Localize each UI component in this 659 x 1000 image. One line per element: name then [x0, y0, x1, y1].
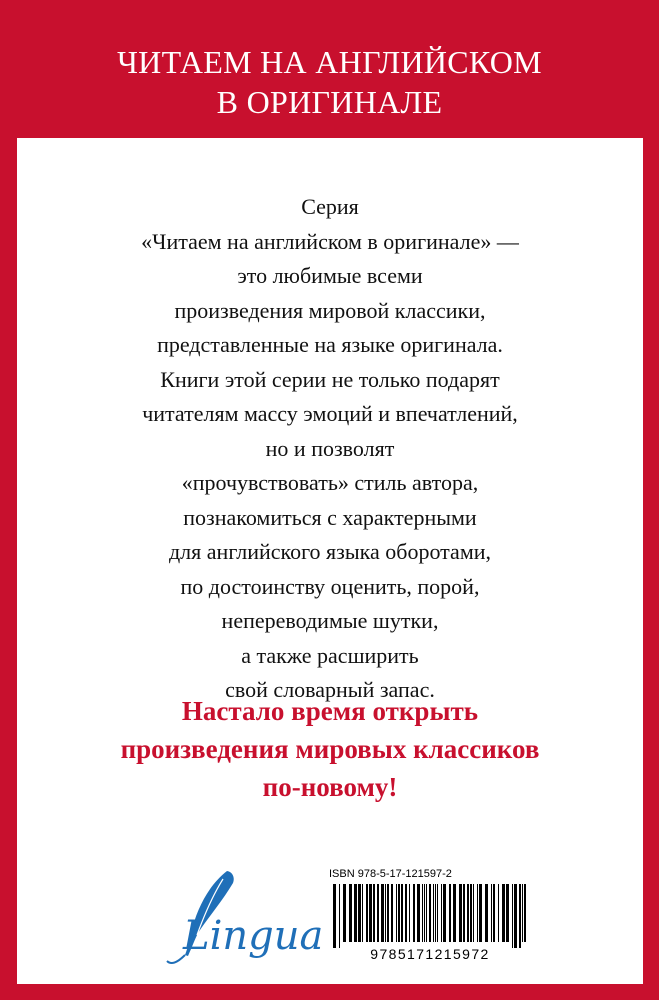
publisher-logo [157, 863, 324, 973]
description-line: познакомиться с характерными [183, 504, 477, 530]
barcode-bar [522, 884, 523, 942]
barcode-bar [366, 884, 368, 942]
barcode-bar [498, 884, 499, 942]
barcode-bar [354, 884, 357, 942]
barcode-bar [524, 884, 526, 942]
barcode [327, 882, 533, 972]
description-line: свой словарный запас. [225, 677, 435, 702]
slogan-line: Настало время открыть [181, 696, 479, 726]
barcode-bar [429, 884, 431, 942]
description-line: непереводимые шутки, [221, 608, 439, 633]
barcode-bar [479, 884, 482, 942]
barcode-bar [339, 884, 340, 948]
barcode-bar [401, 884, 403, 942]
barcode-bars [327, 882, 533, 948]
description-line: Серия [301, 194, 359, 219]
barcode-bar [362, 884, 363, 942]
barcode-bar [409, 884, 410, 942]
barcode-bar [453, 884, 456, 942]
slogan [17, 692, 643, 806]
barcode-bar [369, 884, 372, 942]
barcode-bar [473, 884, 474, 942]
description-line: произведения мировой классики, [174, 297, 486, 323]
barcode-bar [435, 884, 436, 942]
series-title-line-1: ЧИТАЕМ НА АНГЛИЙСКОМ [117, 44, 542, 80]
barcode-bar [396, 884, 397, 942]
barcode-bar [441, 884, 442, 942]
barcode-bar [358, 884, 361, 942]
barcode-bar [391, 884, 393, 942]
barcode-bar [424, 884, 425, 942]
barcode-bar [387, 884, 389, 942]
barcode-bar [405, 884, 407, 942]
description-line: «прочувствовать» стиль автора, [181, 470, 479, 495]
barcode-bar [413, 884, 415, 942]
barcode-bar [463, 884, 465, 942]
barcode-bar [349, 884, 352, 942]
barcode-bar [470, 884, 472, 942]
barcode-bar [333, 884, 336, 948]
description-line: «Читаем на английском в оригинале» — [141, 228, 519, 254]
description-line: но и позволят [265, 435, 395, 461]
barcode-bar [485, 884, 488, 942]
barcode-bar [477, 884, 478, 942]
barcode-bar [467, 884, 469, 942]
barcode-number: 9785171215972 [370, 946, 490, 962]
barcode-bar [514, 884, 517, 948]
description-line: это любимые всеми [237, 263, 423, 288]
description-line: для английского языка оборотами, [168, 539, 492, 564]
description-line: представленные на языке оригинала. [157, 332, 503, 357]
publisher-name: Lingua [183, 913, 324, 959]
barcode-bar [433, 884, 434, 942]
isbn-label: ISBN 978-5-17-121597-2 [329, 868, 452, 880]
barcode-bar [343, 884, 346, 942]
barcode-bar [437, 884, 438, 942]
series-description [17, 190, 643, 708]
barcode-bar [426, 884, 427, 942]
barcode-bar [459, 884, 462, 942]
barcode-bar [385, 884, 386, 942]
slogan-line: произведения мировых классиков [120, 734, 540, 764]
description-line: читателям массу эмоций и впечатлений, [142, 401, 518, 426]
barcode-bar [502, 884, 505, 942]
content-panel [17, 138, 643, 984]
barcode-bar [512, 884, 513, 948]
barcode-bar [373, 884, 375, 942]
slogan-line: по-новому! [262, 772, 398, 802]
description-line: а также расширить [241, 642, 419, 668]
barcode-bar [443, 884, 446, 942]
barcode-bar [381, 884, 384, 942]
barcode-bar [519, 884, 521, 948]
description-line: по достоинству оценить, порой, [180, 573, 480, 599]
series-header [0, 0, 659, 138]
barcode-bar [449, 884, 451, 942]
barcode-bar [491, 884, 492, 942]
barcode-bar [506, 884, 509, 942]
series-title-line-2: В ОРИГИНАЛЕ [216, 84, 443, 120]
barcode-bar [493, 884, 495, 942]
barcode-bar [422, 884, 423, 942]
barcode-bar [377, 884, 379, 942]
barcode-bar [398, 884, 400, 942]
barcode-bar [417, 884, 420, 942]
description-line: Книги этой серии не только подарят [160, 366, 500, 392]
